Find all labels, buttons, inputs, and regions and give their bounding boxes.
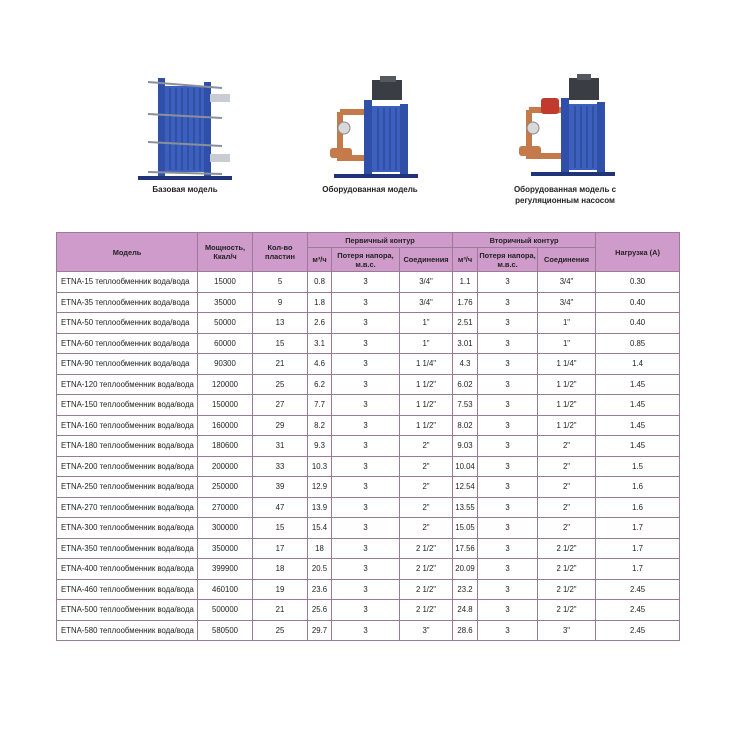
table-row xyxy=(57,415,680,436)
cell-primary-flow: 6.2 xyxy=(308,374,332,395)
cell-model: ETNA-400 теплообменник вода/вода xyxy=(57,559,198,580)
cell-secondary-pressure-loss: 3 xyxy=(478,395,538,416)
cell-secondary-connection: 2 1/2" xyxy=(538,579,596,600)
cell-primary-connection: 2 1/2" xyxy=(400,559,453,580)
header-plates: Кол-во пластин xyxy=(253,233,308,272)
cell-primary-connection: 1" xyxy=(400,333,453,354)
cell-secondary-flow: 13.55 xyxy=(453,497,478,518)
cell-load: 1.6 xyxy=(596,497,680,518)
cell-primary-flow: 18 xyxy=(308,538,332,559)
cell-primary-pressure-loss: 3 xyxy=(332,579,400,600)
cell-secondary-pressure-loss: 3 xyxy=(478,292,538,313)
cell-model: ETNA-460 теплообменник вода/вода xyxy=(57,579,198,600)
cell-plates: 47 xyxy=(253,497,308,518)
cell-secondary-connection: 2 1/2" xyxy=(538,600,596,621)
cell-primary-flow: 20.5 xyxy=(308,559,332,580)
cell-model: ETNA-200 теплообменник вода/вода xyxy=(57,456,198,477)
cell-secondary-pressure-loss: 3 xyxy=(478,333,538,354)
cell-primary-flow: 7.7 xyxy=(308,395,332,416)
cell-primary-connection: 2" xyxy=(400,518,453,539)
table-row xyxy=(57,518,680,539)
cell-secondary-flow: 1.76 xyxy=(453,292,478,313)
cell-model: ETNA-35 теплообменник вода/вода xyxy=(57,292,198,313)
cell-primary-flow: 25.6 xyxy=(308,600,332,621)
cell-secondary-connection: 3" xyxy=(538,620,596,641)
cell-primary-flow: 2.6 xyxy=(308,313,332,334)
cell-model: ETNA-270 теплообменник вода/вода xyxy=(57,497,198,518)
table-row xyxy=(57,313,680,334)
cell-secondary-flow: 24.8 xyxy=(453,600,478,621)
cell-secondary-connection: 2" xyxy=(538,477,596,498)
header-primary-pressure-loss: Потеря напора, м.в.с. xyxy=(332,248,400,272)
cell-plates: 25 xyxy=(253,620,308,641)
header-power: Мощность, Ккал/ч xyxy=(198,233,253,272)
cell-power: 15000 xyxy=(198,272,253,293)
cell-model: ETNA-150 теплообменник вода/вода xyxy=(57,395,198,416)
cell-primary-flow: 4.6 xyxy=(308,354,332,375)
table-row xyxy=(57,292,680,313)
cell-secondary-pressure-loss: 3 xyxy=(478,600,538,621)
table-row xyxy=(57,600,680,621)
cell-secondary-pressure-loss: 3 xyxy=(478,477,538,498)
cell-primary-connection: 2" xyxy=(400,456,453,477)
cell-secondary-pressure-loss: 3 xyxy=(478,436,538,457)
cell-primary-pressure-loss: 3 xyxy=(332,456,400,477)
cell-model: ETNA-15 теплообменник вода/вода xyxy=(57,272,198,293)
cell-primary-pressure-loss: 3 xyxy=(332,333,400,354)
cell-primary-flow: 10.3 xyxy=(308,456,332,477)
cell-secondary-connection: 1" xyxy=(538,313,596,334)
cell-power: 50000 xyxy=(198,313,253,334)
cell-plates: 31 xyxy=(253,436,308,457)
cell-secondary-flow: 2.51 xyxy=(453,313,478,334)
table-row xyxy=(57,354,680,375)
cell-secondary-connection: 2 1/2" xyxy=(538,538,596,559)
cell-plates: 18 xyxy=(253,559,308,580)
cell-load: 1.45 xyxy=(596,395,680,416)
cell-model: ETNA-580 теплообменник вода/вода xyxy=(57,620,198,641)
table-row xyxy=(57,272,680,293)
table-row xyxy=(57,497,680,518)
cell-secondary-pressure-loss: 3 xyxy=(478,518,538,539)
table-row xyxy=(57,579,680,600)
cell-load: 2.45 xyxy=(596,600,680,621)
cell-primary-connection: 3/4" xyxy=(400,292,453,313)
cell-primary-flow: 12.9 xyxy=(308,477,332,498)
plate-heat-exchanger-image xyxy=(130,72,240,184)
cell-power: 300000 xyxy=(198,518,253,539)
cell-secondary-flow: 28.6 xyxy=(453,620,478,641)
cell-primary-pressure-loss: 3 xyxy=(332,292,400,313)
cell-primary-connection: 2" xyxy=(400,497,453,518)
cell-secondary-pressure-loss: 3 xyxy=(478,415,538,436)
cell-load: 0.40 xyxy=(596,292,680,313)
table-row xyxy=(57,436,680,457)
cell-load: 1.45 xyxy=(596,415,680,436)
cell-primary-pressure-loss: 3 xyxy=(332,538,400,559)
cell-secondary-pressure-loss: 3 xyxy=(478,272,538,293)
table-row xyxy=(57,374,680,395)
cell-primary-flow: 1.8 xyxy=(308,292,332,313)
cell-secondary-connection: 1 1/2" xyxy=(538,395,596,416)
cell-plates: 27 xyxy=(253,395,308,416)
header-primary-flow: м³/ч xyxy=(308,248,332,272)
cell-model: ETNA-60 теплообменник вода/вода xyxy=(57,333,198,354)
product-base-model xyxy=(110,72,260,195)
cell-secondary-pressure-loss: 3 xyxy=(478,620,538,641)
equipped-heat-exchanger-image xyxy=(310,72,430,184)
cell-plates: 5 xyxy=(253,272,308,293)
cell-secondary-flow: 8.02 xyxy=(453,415,478,436)
spec-table xyxy=(56,232,680,641)
table-row xyxy=(57,477,680,498)
table-row xyxy=(57,620,680,641)
cell-primary-flow: 15.4 xyxy=(308,518,332,539)
cell-secondary-flow: 4.3 xyxy=(453,354,478,375)
cell-secondary-connection: 1 1/4" xyxy=(538,354,596,375)
caption-equipped-pump-model: Оборудованная модель с регуляционным насосом xyxy=(513,185,617,205)
cell-secondary-flow: 17.56 xyxy=(453,538,478,559)
cell-model: ETNA-350 теплообменник вода/вода xyxy=(57,538,198,559)
cell-plates: 17 xyxy=(253,538,308,559)
cell-primary-connection: 1 1/2" xyxy=(400,395,453,416)
cell-primary-pressure-loss: 3 xyxy=(332,559,400,580)
table-row xyxy=(57,559,680,580)
cell-secondary-flow: 7.53 xyxy=(453,395,478,416)
cell-secondary-pressure-loss: 3 xyxy=(478,497,538,518)
cell-model: ETNA-180 теплообменник вода/вода xyxy=(57,436,198,457)
cell-power: 160000 xyxy=(198,415,253,436)
cell-load: 1.6 xyxy=(596,477,680,498)
header-secondary-pressure-loss: Потеря напора, м.в.с. xyxy=(478,248,538,272)
cell-secondary-flow: 15.05 xyxy=(453,518,478,539)
caption-equipped-model: Оборудованная модель xyxy=(322,185,418,194)
header-secondary-flow: м³/ч xyxy=(453,248,478,272)
cell-primary-connection: 3" xyxy=(400,620,453,641)
cell-primary-flow: 8.2 xyxy=(308,415,332,436)
cell-power: 180600 xyxy=(198,436,253,457)
cell-plates: 13 xyxy=(253,313,308,334)
cell-plates: 15 xyxy=(253,518,308,539)
cell-plates: 21 xyxy=(253,354,308,375)
cell-primary-flow: 0.8 xyxy=(308,272,332,293)
cell-load: 1.7 xyxy=(596,559,680,580)
cell-secondary-connection: 2 1/2" xyxy=(538,559,596,580)
product-equipped-pump-model xyxy=(480,72,650,206)
cell-load: 1.4 xyxy=(596,354,680,375)
cell-primary-connection: 2" xyxy=(400,477,453,498)
cell-plates: 29 xyxy=(253,415,308,436)
cell-secondary-connection: 1" xyxy=(538,333,596,354)
cell-power: 270000 xyxy=(198,497,253,518)
cell-secondary-pressure-loss: 3 xyxy=(478,354,538,375)
cell-plates: 21 xyxy=(253,600,308,621)
cell-primary-flow: 29.7 xyxy=(308,620,332,641)
cell-primary-connection: 2" xyxy=(400,436,453,457)
cell-secondary-connection: 1 1/2" xyxy=(538,415,596,436)
cell-load: 2.45 xyxy=(596,620,680,641)
header-secondary-circuit: Вторичный контур xyxy=(453,233,596,248)
cell-plates: 25 xyxy=(253,374,308,395)
cell-secondary-pressure-loss: 3 xyxy=(478,456,538,477)
cell-primary-pressure-loss: 3 xyxy=(332,415,400,436)
cell-secondary-flow: 10.04 xyxy=(453,456,478,477)
cell-power: 250000 xyxy=(198,477,253,498)
cell-primary-connection: 1 1/2" xyxy=(400,374,453,395)
cell-secondary-pressure-loss: 3 xyxy=(478,538,538,559)
cell-load: 2.45 xyxy=(596,579,680,600)
cell-primary-pressure-loss: 3 xyxy=(332,497,400,518)
cell-power: 399900 xyxy=(198,559,253,580)
cell-secondary-pressure-loss: 3 xyxy=(478,313,538,334)
cell-load: 0.30 xyxy=(596,272,680,293)
cell-secondary-connection: 2" xyxy=(538,436,596,457)
cell-secondary-connection: 1 1/2" xyxy=(538,374,596,395)
cell-secondary-flow: 12.54 xyxy=(453,477,478,498)
cell-secondary-connection: 2" xyxy=(538,456,596,477)
cell-primary-pressure-loss: 3 xyxy=(332,620,400,641)
cell-secondary-connection: 2" xyxy=(538,497,596,518)
cell-model: ETNA-300 теплообменник вода/вода xyxy=(57,518,198,539)
cell-primary-flow: 3.1 xyxy=(308,333,332,354)
cell-secondary-flow: 6.02 xyxy=(453,374,478,395)
pump-heat-exchanger-image xyxy=(505,72,625,184)
table-row xyxy=(57,456,680,477)
cell-secondary-pressure-loss: 3 xyxy=(478,559,538,580)
cell-load: 1.45 xyxy=(596,374,680,395)
header-load: Нагрузка (А) xyxy=(596,233,680,272)
cell-power: 580500 xyxy=(198,620,253,641)
cell-plates: 39 xyxy=(253,477,308,498)
cell-load: 0.85 xyxy=(596,333,680,354)
cell-plates: 9 xyxy=(253,292,308,313)
header-primary-connection: Соединения xyxy=(400,248,453,272)
cell-secondary-pressure-loss: 3 xyxy=(478,579,538,600)
cell-primary-pressure-loss: 3 xyxy=(332,374,400,395)
cell-primary-connection: 2 1/2" xyxy=(400,579,453,600)
cell-power: 150000 xyxy=(198,395,253,416)
cell-model: ETNA-90 теплообменник вода/вода xyxy=(57,354,198,375)
cell-primary-pressure-loss: 3 xyxy=(332,313,400,334)
cell-power: 500000 xyxy=(198,600,253,621)
cell-primary-connection: 1" xyxy=(400,313,453,334)
cell-power: 60000 xyxy=(198,333,253,354)
header-secondary-connection: Соединения xyxy=(538,248,596,272)
cell-primary-pressure-loss: 3 xyxy=(332,272,400,293)
cell-plates: 33 xyxy=(253,456,308,477)
cell-plates: 15 xyxy=(253,333,308,354)
cell-primary-connection: 2 1/2" xyxy=(400,600,453,621)
cell-primary-flow: 9.3 xyxy=(308,436,332,457)
cell-secondary-connection: 3/4" xyxy=(538,292,596,313)
cell-primary-flow: 23.6 xyxy=(308,579,332,600)
table-row xyxy=(57,395,680,416)
cell-load: 0.40 xyxy=(596,313,680,334)
header-primary-circuit: Первичный контур xyxy=(308,233,453,248)
cell-power: 350000 xyxy=(198,538,253,559)
cell-secondary-pressure-loss: 3 xyxy=(478,374,538,395)
cell-primary-pressure-loss: 3 xyxy=(332,518,400,539)
cell-load: 1.5 xyxy=(596,456,680,477)
caption-base-model: Базовая модель xyxy=(152,185,218,194)
cell-model: ETNA-250 теплообменник вода/вода xyxy=(57,477,198,498)
cell-primary-pressure-loss: 3 xyxy=(332,600,400,621)
cell-primary-flow: 13.9 xyxy=(308,497,332,518)
cell-primary-pressure-loss: 3 xyxy=(332,395,400,416)
cell-secondary-flow: 20.09 xyxy=(453,559,478,580)
cell-model: ETNA-500 теплообменник вода/вода xyxy=(57,600,198,621)
cell-power: 200000 xyxy=(198,456,253,477)
table-row xyxy=(57,538,680,559)
cell-model: ETNA-160 теплообменник вода/вода xyxy=(57,415,198,436)
cell-secondary-connection: 3/4" xyxy=(538,272,596,293)
header-model: Модель xyxy=(57,233,198,272)
cell-primary-pressure-loss: 3 xyxy=(332,477,400,498)
cell-primary-connection: 3/4" xyxy=(400,272,453,293)
cell-secondary-flow: 23.2 xyxy=(453,579,478,600)
cell-primary-pressure-loss: 3 xyxy=(332,354,400,375)
cell-power: 120000 xyxy=(198,374,253,395)
cell-load: 1.7 xyxy=(596,518,680,539)
cell-secondary-flow: 1.1 xyxy=(453,272,478,293)
cell-model: ETNA-50 теплообменник вода/вода xyxy=(57,313,198,334)
table-row xyxy=(57,333,680,354)
cell-power: 90300 xyxy=(198,354,253,375)
cell-power: 35000 xyxy=(198,292,253,313)
cell-primary-connection: 1 1/4" xyxy=(400,354,453,375)
cell-secondary-flow: 9.03 xyxy=(453,436,478,457)
cell-primary-connection: 2 1/2" xyxy=(400,538,453,559)
cell-model: ETNA-120 теплообменник вода/вода xyxy=(57,374,198,395)
cell-primary-connection: 1 1/2" xyxy=(400,415,453,436)
product-equipped-model xyxy=(290,72,450,195)
cell-load: 1.45 xyxy=(596,436,680,457)
cell-plates: 19 xyxy=(253,579,308,600)
cell-load: 1.7 xyxy=(596,538,680,559)
cell-secondary-connection: 2" xyxy=(538,518,596,539)
cell-primary-pressure-loss: 3 xyxy=(332,436,400,457)
cell-power: 460100 xyxy=(198,579,253,600)
cell-secondary-flow: 3.01 xyxy=(453,333,478,354)
